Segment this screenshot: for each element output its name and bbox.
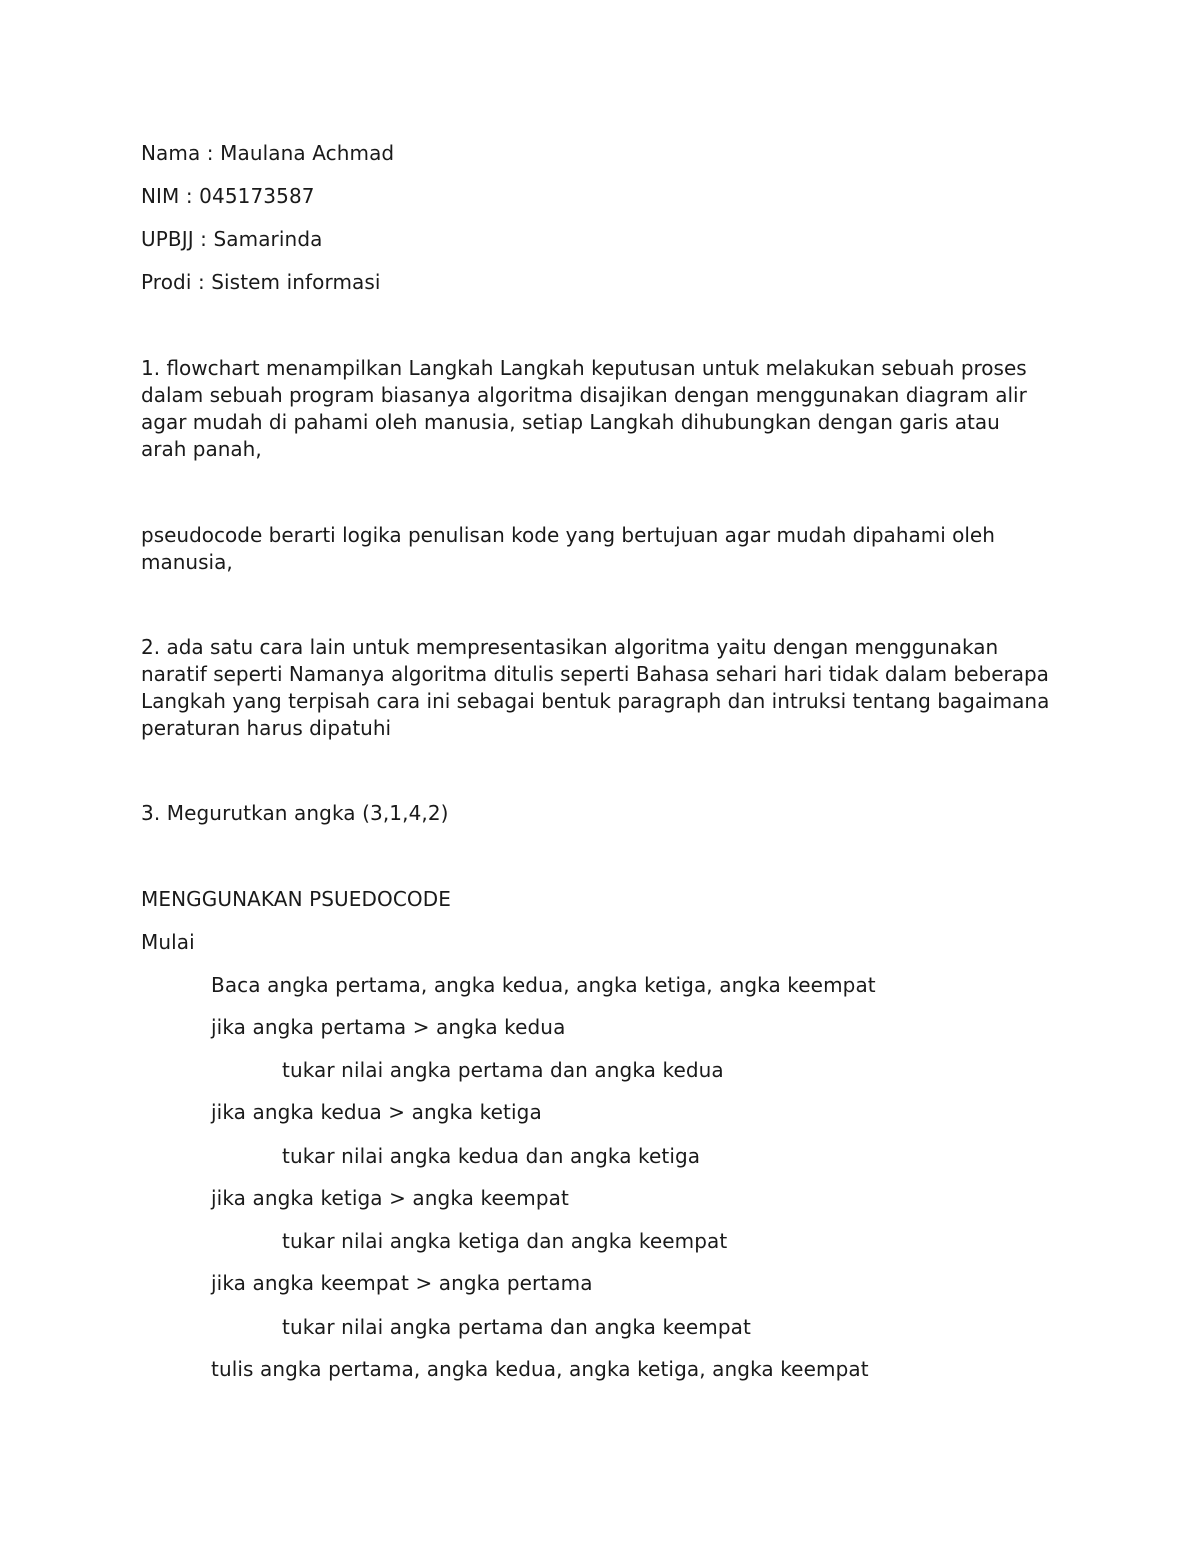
pseudocode-line: jika angka keempat > angka pertama <box>211 1271 593 1295</box>
answer-2: 2. ada satu cara lain untuk mempresentasikan algoritma yaitu dengan menggunakan naratif seperti Namanya algoritma ditulis seperti Bahasa sehari hari tidak dalam beberapa Langkah yang terpisah cara ini sebagai bentuk paragraph dan intruksi tentang bagaimana peraturan harus dipatuhi <box>141 635 1050 740</box>
answer-3: 3. Megurutkan angka (3,1,4,2) <box>141 801 449 825</box>
pseudocode-line: tukar nilai angka kedua dan angka ketiga <box>282 1144 701 1168</box>
student-prodi: Prodi : Sistem informasi <box>141 270 381 294</box>
pseudocode-line: jika angka ketiga > angka keempat <box>211 1186 569 1210</box>
pseudocode-line: tulis angka pertama, angka kedua, angka ketiga, angka keempat <box>211 1357 869 1381</box>
pseudocode-line: tukar nilai angka ketiga dan angka keempat <box>282 1229 728 1253</box>
pseudocode-heading: MENGGUNAKAN PSUEDOCODE <box>141 887 452 911</box>
pseudocode-line: tukar nilai angka pertama dan angka keempat <box>282 1315 751 1339</box>
pseudocode-start: Mulai <box>141 930 195 954</box>
student-name: Nama : Maulana Achmad <box>141 141 395 165</box>
pseudocode-line: Baca angka pertama, angka kedua, angka ketiga, angka keempat <box>211 973 876 997</box>
answer-1-pseudocode: pseudocode berarti logika penulisan kode yang bertujuan agar mudah dipahami oleh manusia, <box>141 523 995 574</box>
answer-1-flowchart: 1. flowchart menampilkan Langkah Langkah keputusan untuk melakukan sebuah proses dalam sebuah program biasanya algoritma disajikan dengan menggunakan diagram alir agar mudah di pahami oleh manusia, setiap Langkah dihubungkan dengan garis atau arah panah, <box>141 356 1027 461</box>
pseudocode-line: jika angka pertama > angka kedua <box>211 1015 566 1039</box>
student-nim: NIM : 045173587 <box>141 184 315 208</box>
pseudocode-line: tukar nilai angka pertama dan angka kedua <box>282 1058 724 1082</box>
student-upbjj: UPBJJ : Samarinda <box>141 227 323 251</box>
pseudocode-line: jika angka kedua > angka ketiga <box>211 1100 542 1124</box>
